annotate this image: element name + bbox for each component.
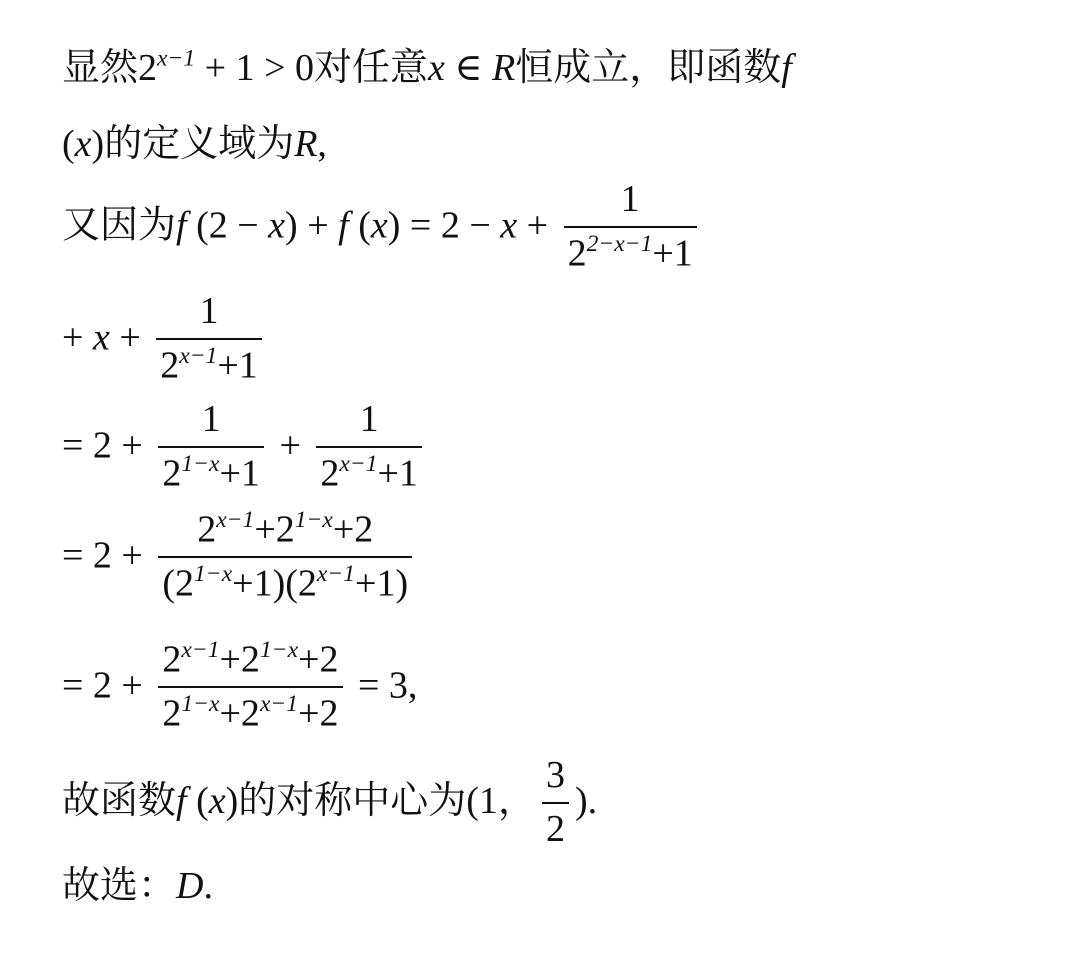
superscript: 1−x (181, 691, 220, 718)
math-run: = 2 + (62, 534, 153, 577)
math-run: ( (62, 123, 75, 165)
math-variable: f (781, 47, 792, 89)
line-4 (62, 288, 268, 390)
math-variable: f (176, 780, 187, 822)
superscript: x−1 (339, 450, 378, 477)
superscript: 1−x (194, 561, 233, 588)
math-run: + (109, 316, 151, 359)
line-2 (62, 120, 327, 169)
math-run: ) (225, 780, 239, 822)
fraction (316, 396, 422, 498)
math-run: (1， (466, 780, 536, 822)
math-variable: x (370, 204, 388, 247)
fraction-numerator: $2^{x-1}+2^{1-x}+2$ (197, 507, 374, 551)
math-run: = 2 + (62, 664, 153, 707)
math-variable: f (176, 204, 187, 247)
line-8 (62, 752, 597, 853)
math-run: 2 (138, 47, 158, 89)
math-variable: R (492, 47, 516, 89)
line-6 (62, 506, 418, 608)
math-run: (2 − (186, 204, 269, 247)
line-1 (62, 44, 792, 93)
fraction-denominator: $2^{1-x}+2^{x-1}+2$ (158, 686, 342, 738)
fraction (156, 288, 262, 390)
fraction (564, 176, 697, 278)
superscript: x−1 (259, 691, 299, 718)
superscript: 1−x (181, 450, 220, 477)
math-variable: x (500, 204, 518, 247)
math-variable: R (294, 123, 318, 165)
superscript: x−1 (157, 45, 196, 72)
text-run: 的对称中心为 (238, 778, 467, 822)
math-run: ) = 2 − (387, 204, 501, 247)
line-5 (62, 396, 428, 498)
text-run: 的定义域为 (104, 121, 295, 165)
text-run: 对任意 (314, 45, 429, 89)
text-run: 恒成立，即函数 (515, 45, 782, 89)
math-variable: x (92, 316, 110, 359)
math-run: ). (574, 780, 598, 822)
superscript: 1−x (294, 507, 333, 533)
math-run: ∈ (444, 47, 493, 89)
text-run: 显然 (62, 45, 139, 89)
superscript: x−1 (316, 561, 356, 588)
math-run: . (203, 865, 213, 907)
text-run: 故选： (62, 863, 177, 907)
fraction-denominator: 2 (542, 802, 569, 854)
math-run: ( (186, 780, 209, 822)
fraction (158, 506, 412, 608)
math-variable: D (176, 865, 204, 907)
math-variable: f (338, 204, 349, 247)
math-variable: x (208, 780, 226, 822)
line-7 (62, 636, 417, 738)
superscript: x−1 (181, 637, 220, 663)
math-run: + (269, 424, 311, 467)
fraction-numerator: 1 (199, 290, 219, 332)
math-run: + (62, 316, 93, 359)
math-run: ) + (285, 204, 339, 247)
fraction-numerator: 3 (545, 754, 565, 796)
superscript: 2−x−1 (586, 230, 653, 257)
fraction-denominator: $(2^{1-x}+1)(2^{x-1}+1)$ (158, 556, 412, 608)
fraction-denominator: $2^{x-1}+1$ (156, 338, 262, 390)
math-run: = 2 + (62, 424, 153, 467)
math-run: = 3, (348, 664, 418, 707)
math-run: + 1 > 0 (195, 47, 315, 89)
superscript: x−1 (216, 507, 255, 533)
line-3 (62, 176, 703, 278)
fraction-numerator: $2^{x-1}+2^{1-x}+2$ (162, 637, 339, 681)
math-variable: x (74, 123, 92, 165)
math-variable: x (268, 204, 286, 247)
fraction (158, 636, 342, 738)
math-run: ( (348, 204, 371, 247)
fraction-denominator: $2^{1-x}+1$ (158, 446, 264, 498)
fraction-numerator: 1 (359, 398, 379, 440)
text-run: 故函数 (62, 778, 177, 822)
math-run: , (317, 123, 327, 165)
math-run: ) (91, 123, 105, 165)
fraction (158, 396, 264, 498)
fraction-numerator: 1 (620, 178, 640, 220)
fraction-denominator: $2^{2-x-1}+1$ (564, 226, 697, 278)
fraction-denominator: $2^{x-1}+1$ (316, 446, 422, 498)
math-run: + (517, 204, 558, 247)
line-9 (62, 862, 213, 911)
math-variable: x (428, 47, 445, 89)
fraction-numerator: 1 (201, 398, 221, 440)
superscript: 1−x (259, 637, 299, 663)
text-run: 又因为 (62, 202, 177, 247)
superscript: x−1 (179, 342, 218, 369)
fraction (542, 752, 569, 853)
